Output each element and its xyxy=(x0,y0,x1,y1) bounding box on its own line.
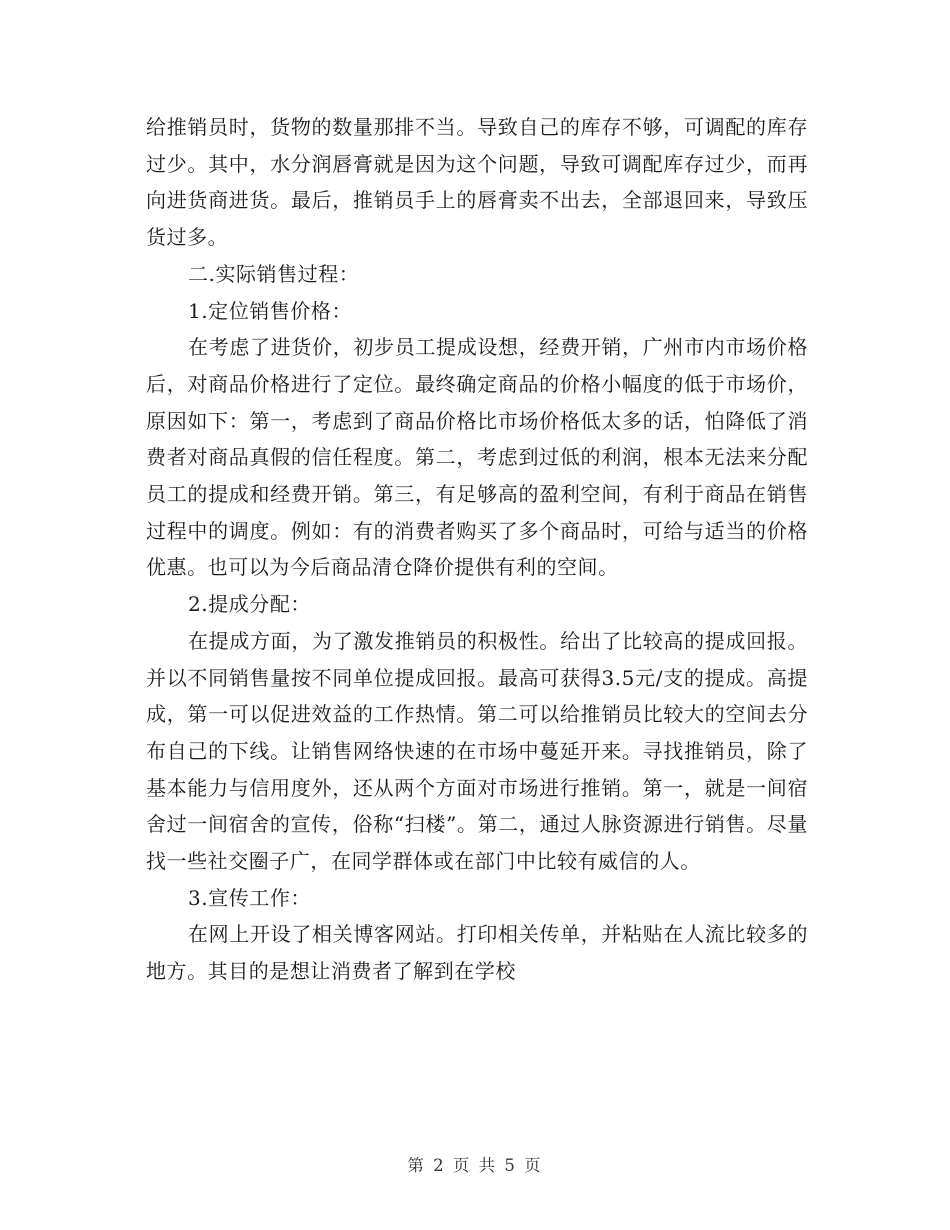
document-body xyxy=(146,109,808,990)
paragraph-commission: 在提成方面，为了激发推销员的积极性。给出了比较高的提成回报。并以不同销售量按不同单位提成回报。最高可获得3.5元/支的提成。高提成，第一可以促进效益的工作热情。第二可以给推销员比较大的空间去分布自己的下线。让销售网络快速的在市场中蔓延开来。寻找推销员，除了基本能力与信用度外，还从两个方面对市场进行推销。第一，就是一间宿舍过一间宿舍的宣传，俗称“扫楼”。第二，通过人脉资源进行销售。尽量找一些社交圈子广，在同学群体或在部门中比较有威信的人。 xyxy=(146,628,808,874)
paragraph-promotion: 在网上开设了相关博客网站。打印相关传单，并粘贴在人流比较多的地方。其目的是想让消费者了解到在学校 xyxy=(146,922,808,984)
subheading-promotion: 3.宣传工作： xyxy=(188,885,311,910)
page-number-footer: 第 2 页 共 5 页 xyxy=(407,1156,543,1175)
subheading-commission: 2.提成分配： xyxy=(188,592,311,617)
paragraph-continuation: 给推销员时，货物的数量那排不当。导致自己的库存不够，可调配的库存过少。其中，水分润唇膏就是因为这个问题，导致可调配库存过少，而再向进货商进货。最后，推销员手上的唇膏卖不出去，全部退回来，导致压货过多。 xyxy=(146,115,808,250)
paragraph-pricing: 在考虑了进货价，初步员工提成设想，经费开销，广州市内市场价格后，对商品价格进行了定位。最终确定商品的价格小幅度的低于市场价，原因如下：第一，考虑到了商品价格比市场价格低太多的话，怕降低了消费者对商品真假的信任程度。第二，考虑到过低的利润，根本无法来分配员工的提成和经费开销。第三，有足够高的盈利空间，有利于商品在销售过程中的调度。例如：有的消费者购买了多个商品时，可给与适当的价格优惠。也可以为今后商品清仓降价提供有利的空间。 xyxy=(146,335,808,580)
section-heading-sales-process: 二.实际销售过程： xyxy=(188,261,360,286)
subheading-pricing: 1.定位销售价格： xyxy=(188,298,353,323)
